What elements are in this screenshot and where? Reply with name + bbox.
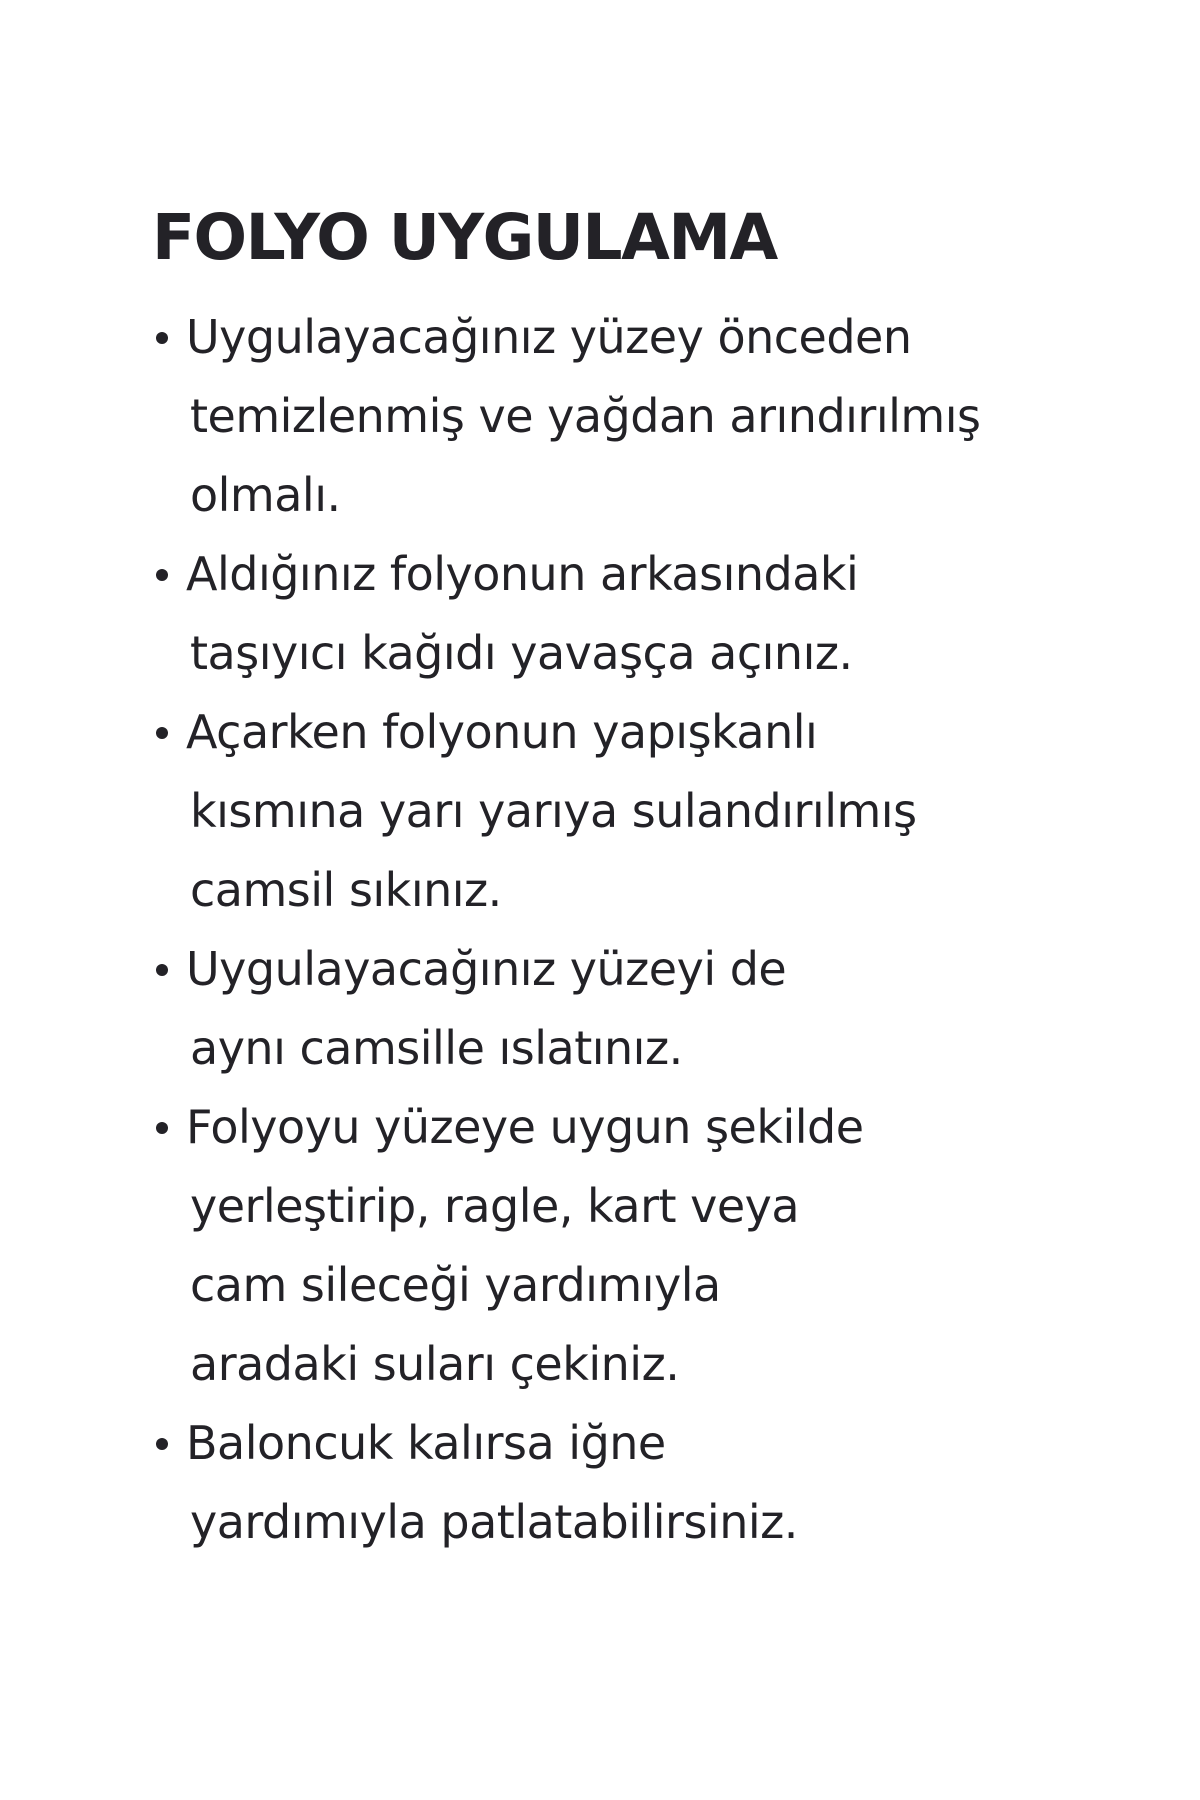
- list-item: [152, 1404, 1092, 1562]
- list-item: [152, 930, 1092, 1088]
- step-text-line: Uygulayacağınız yüzey önceden: [186, 310, 912, 364]
- step-text-line: Baloncuk kalırsa iğne: [186, 1416, 666, 1470]
- step-text-line: cam sileceği yardımıyla: [190, 1258, 721, 1312]
- step-text-line: yerleştirip, ragle, kart veya: [190, 1179, 800, 1233]
- step-text-line: Folyoyu yüzeye uygun şekilde: [186, 1100, 864, 1154]
- step-text-line: camsil sıkınız.: [190, 863, 502, 917]
- step-text-line: yardımıyla patlatabilirsiniz.: [190, 1495, 798, 1549]
- list-item: [152, 1088, 1092, 1404]
- bullet-icon: [156, 1122, 168, 1134]
- step-text-line: aynı camsille ıslatınız.: [190, 1021, 683, 1075]
- list-item: [152, 693, 1092, 930]
- list-item: [152, 535, 1092, 693]
- bullet-icon: [156, 569, 168, 581]
- page-title: FOLYO UYGULAMA: [152, 201, 777, 274]
- step-text-line: Uygulayacağınız yüzeyi de: [186, 942, 787, 996]
- step-text-line: temizlenmiş ve yağdan arındırılmış: [190, 389, 981, 443]
- bullet-icon: [156, 1438, 168, 1450]
- list-item: [152, 298, 1092, 535]
- step-text-line: Aldığınız folyonun arkasındaki: [186, 547, 859, 601]
- steps-list: [152, 298, 1092, 1562]
- bullet-icon: [156, 727, 168, 739]
- step-text-line: aradaki suları çekiniz.: [190, 1337, 680, 1391]
- bullet-icon: [156, 332, 168, 344]
- instructions-section: [152, 198, 1092, 1562]
- step-text-line: taşıyıcı kağıdı yavaşça açınız.: [190, 626, 853, 680]
- step-text-line: kısmına yarı yarıya sulandırılmış: [190, 784, 917, 838]
- step-text-line: olmalı.: [190, 468, 341, 522]
- bullet-icon: [156, 964, 168, 976]
- step-text-line: Açarken folyonun yapışkanlı: [186, 705, 818, 759]
